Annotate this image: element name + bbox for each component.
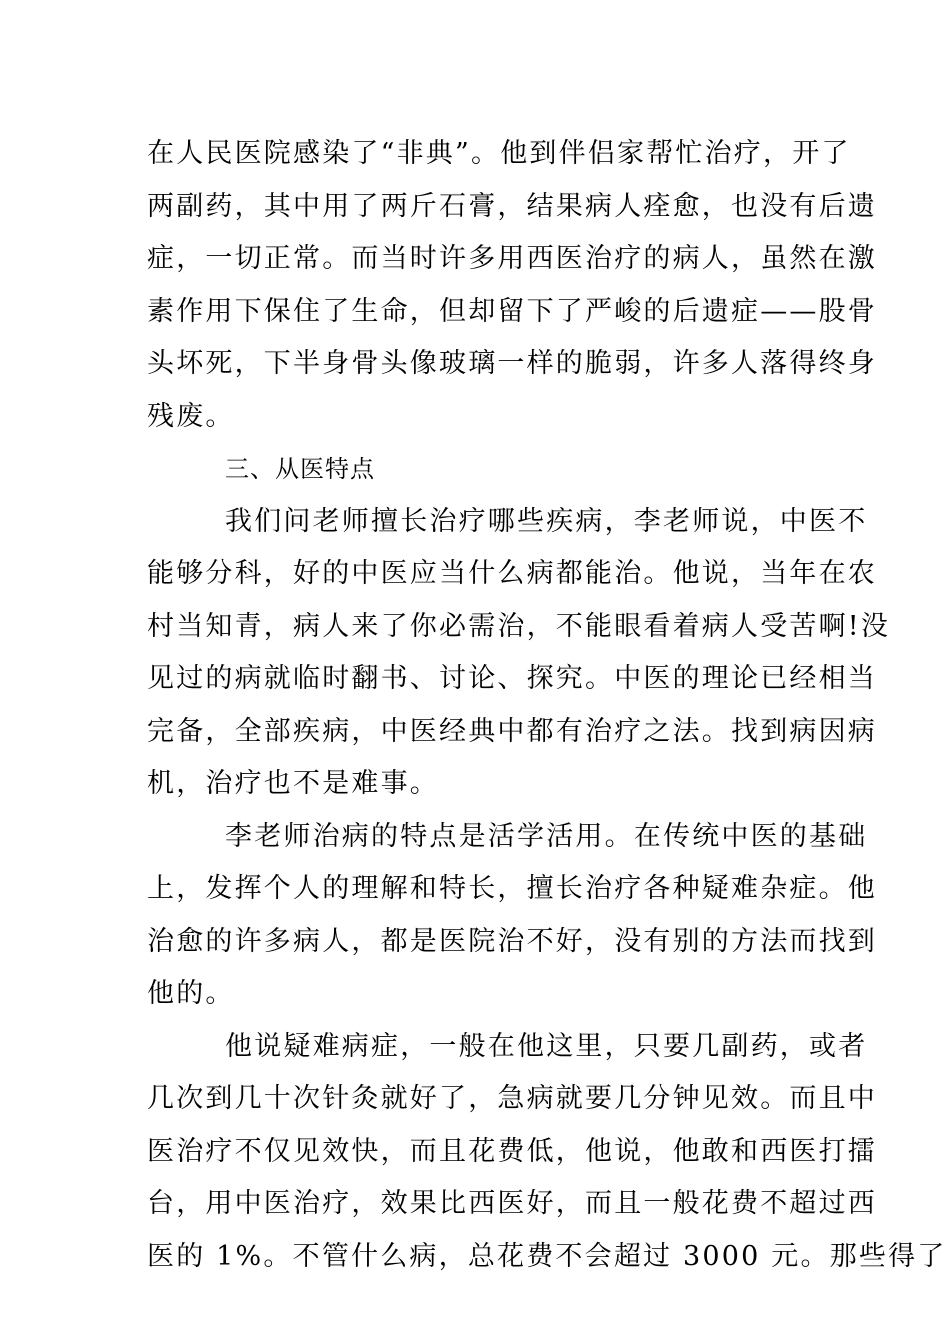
document-body (147, 128, 947, 1283)
text-line: 素作用下保住了生命，但却留下了严峻的后遗症——股骨 (147, 295, 877, 327)
text-line: 医的 1%。不管什么病，总花费不会超过 3000 元。那些得了 (147, 1240, 947, 1272)
text-line: 治愈的许多病人，都是医院治不好，没有别的方法而找到 (147, 925, 877, 957)
text-line: 能够分科，好的中医应当什么病都能治。他说，当年在农 (147, 558, 877, 589)
text-line: 台，用中医治疗，效果比西医好，而且一般花费不超过西 (147, 1188, 877, 1219)
section-heading: 三、从医特点 (225, 455, 375, 483)
text-line: 医治疗不仅见效快，而且花费低，他说，他敢和西医打擂 (147, 1135, 877, 1167)
paragraph-first-line: 我们问老师擅长治疗哪些疾病，李老师说，中医不 (225, 505, 868, 537)
text-line: 上，发挥个人的理解和特长，擅长治疗各种疑难杂症。他 (147, 873, 877, 904)
text-line: 机，治疗也不是难事。 (147, 768, 439, 799)
text-line: 村当知青，病人来了你必需治，不能眼看着病人受苦啊!没 (147, 610, 891, 642)
text-line: 症，一切正常。而当时许多用西医治疗的病人，虽然在激 (147, 243, 877, 274)
paragraph-first-line: 李老师治病的特点是活学活用。在传统中医的基础 (225, 820, 868, 852)
text-line: 残废。 (147, 400, 235, 432)
text-line: 几次到几十次针灸就好了，急病就要几分钟见效。而且中 (147, 1083, 877, 1114)
text-line: 他的。 (147, 978, 235, 1009)
text-line: 见过的病就临时翻书、讨论、探究。中医的理论已经相当 (147, 663, 877, 694)
text-line: 在人民医院感染了“非典”。他到伴侣家帮忙治疗，开了 (147, 138, 851, 169)
text-line: 两副药，其中用了两斤石膏，结果病人痊愈，也没有后遗 (147, 190, 877, 222)
paragraph-first-line: 他说疑难病症，一般在他这里，只要几副药，或者 (225, 1030, 868, 1062)
text-line: 完备，全部疾病，中医经典中都有治疗之法。找到病因病 (147, 715, 877, 747)
text-line: 头坏死，下半身骨头像玻璃一样的脆弱，许多人落得终身 (147, 348, 877, 379)
